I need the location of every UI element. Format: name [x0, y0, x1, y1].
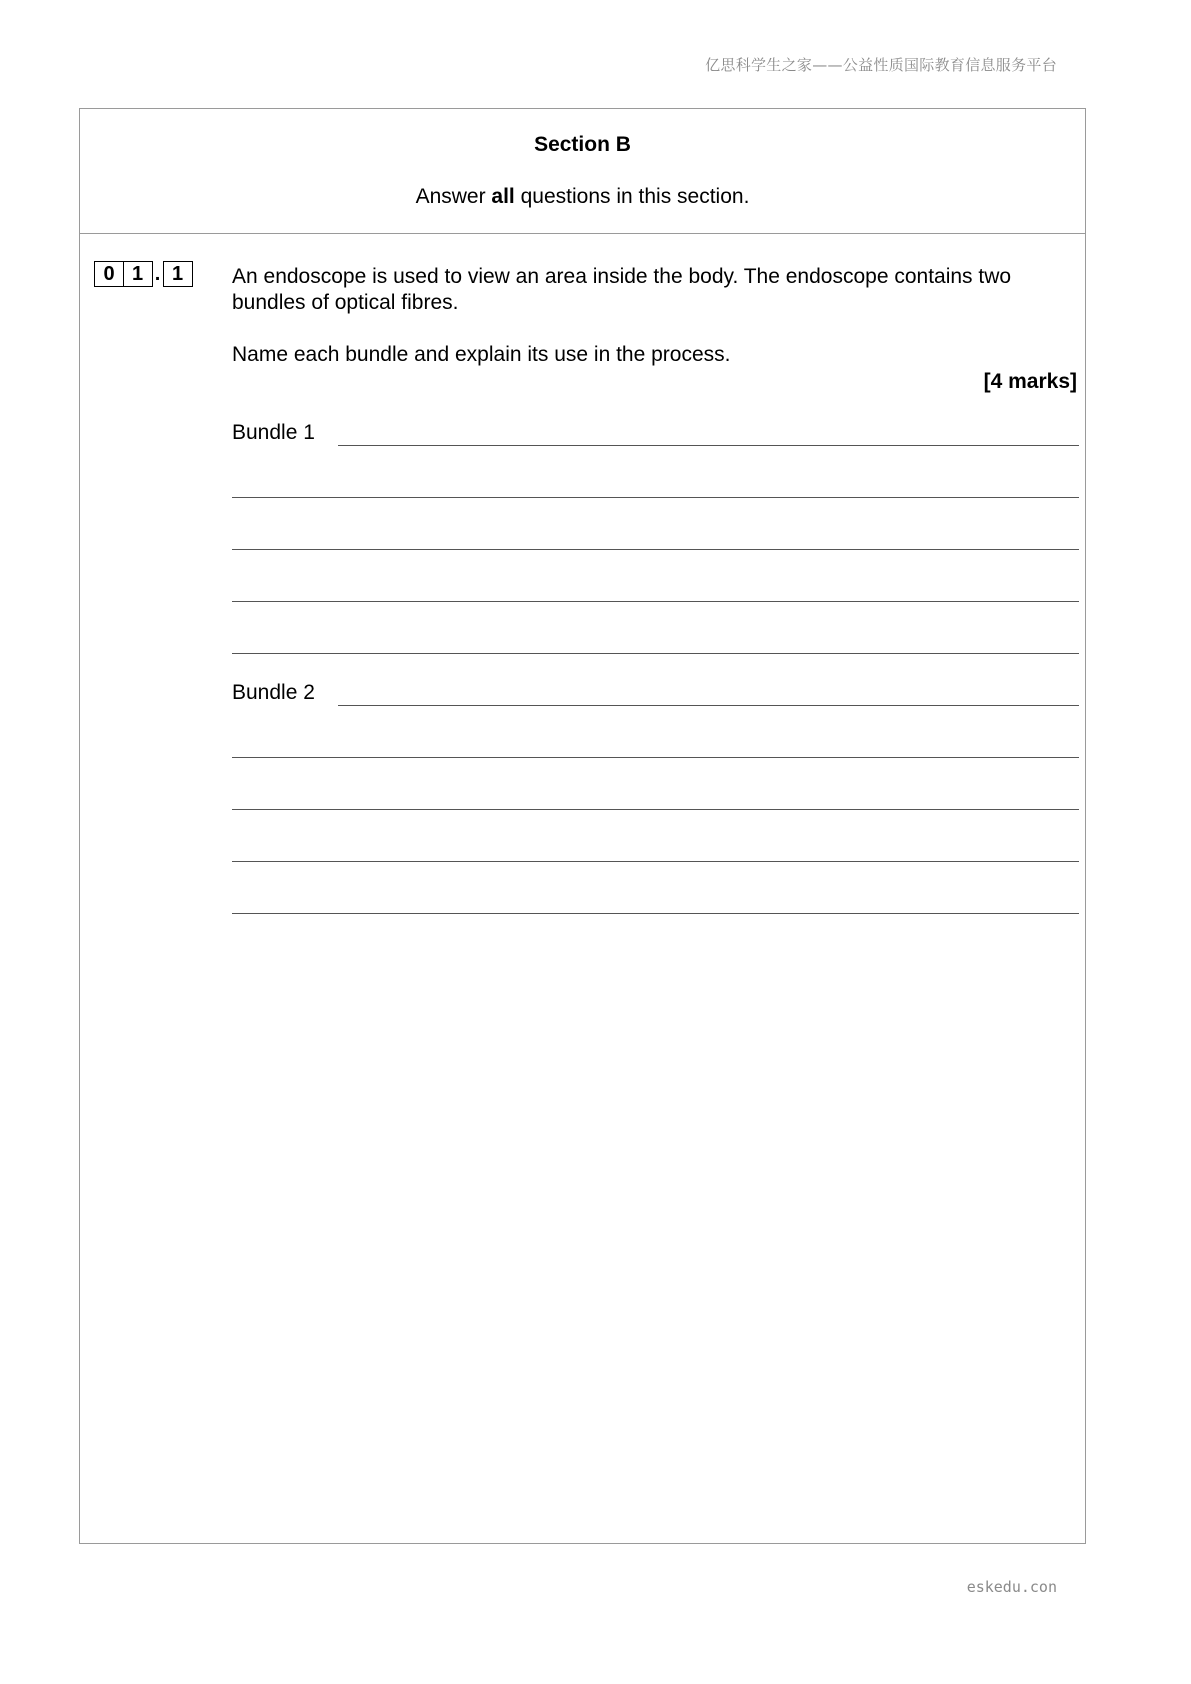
- footer-watermark: eskedu.con: [966, 1578, 1057, 1596]
- bundle-2-label: Bundle 2: [232, 681, 315, 704]
- bundle-1-answer-line[interactable]: [232, 601, 1079, 602]
- section-header: [80, 109, 1085, 234]
- bundle-2-answer-line[interactable]: [232, 913, 1079, 914]
- question-number-digit: 1: [123, 261, 153, 287]
- bundle-1-answer-line[interactable]: [338, 445, 1079, 446]
- bundle-1-answer-line[interactable]: [232, 653, 1079, 654]
- question-prompt: Name each bundle and explain its use in the process.: [232, 343, 731, 366]
- question-number-digit: 1: [163, 261, 193, 287]
- marks-label: [4 marks]: [983, 370, 1077, 393]
- instruction-text-bold: all: [491, 185, 515, 208]
- bundle-2-answer-line[interactable]: [232, 757, 1079, 758]
- question-text: An endoscope is used to view an area inside the body. The endoscope contains two bundles of optical fibres.: [232, 265, 1012, 314]
- question-number: [94, 261, 193, 287]
- question-page-frame: [79, 108, 1086, 1544]
- section-title: Section B: [534, 133, 631, 156]
- question-number-separator: .: [154, 262, 161, 285]
- instruction-text-start: Answer: [415, 185, 492, 208]
- instruction-text-end: questions in this section.: [514, 185, 750, 208]
- question-number-digit: 0: [94, 261, 124, 287]
- bundle-2-answer-line[interactable]: [232, 861, 1079, 862]
- bundle-2-answer-line[interactable]: [338, 705, 1079, 706]
- section-instruction: [80, 185, 1085, 209]
- header-watermark: 亿思科学生之家——公益性质国际教育信息服务平台: [705, 56, 1057, 74]
- bundle-1-answer-line[interactable]: [232, 549, 1079, 550]
- bundle-1-answer-line[interactable]: [232, 497, 1079, 498]
- bundle-2-answer-line[interactable]: [232, 809, 1079, 810]
- bundle-1-label: Bundle 1: [232, 421, 315, 444]
